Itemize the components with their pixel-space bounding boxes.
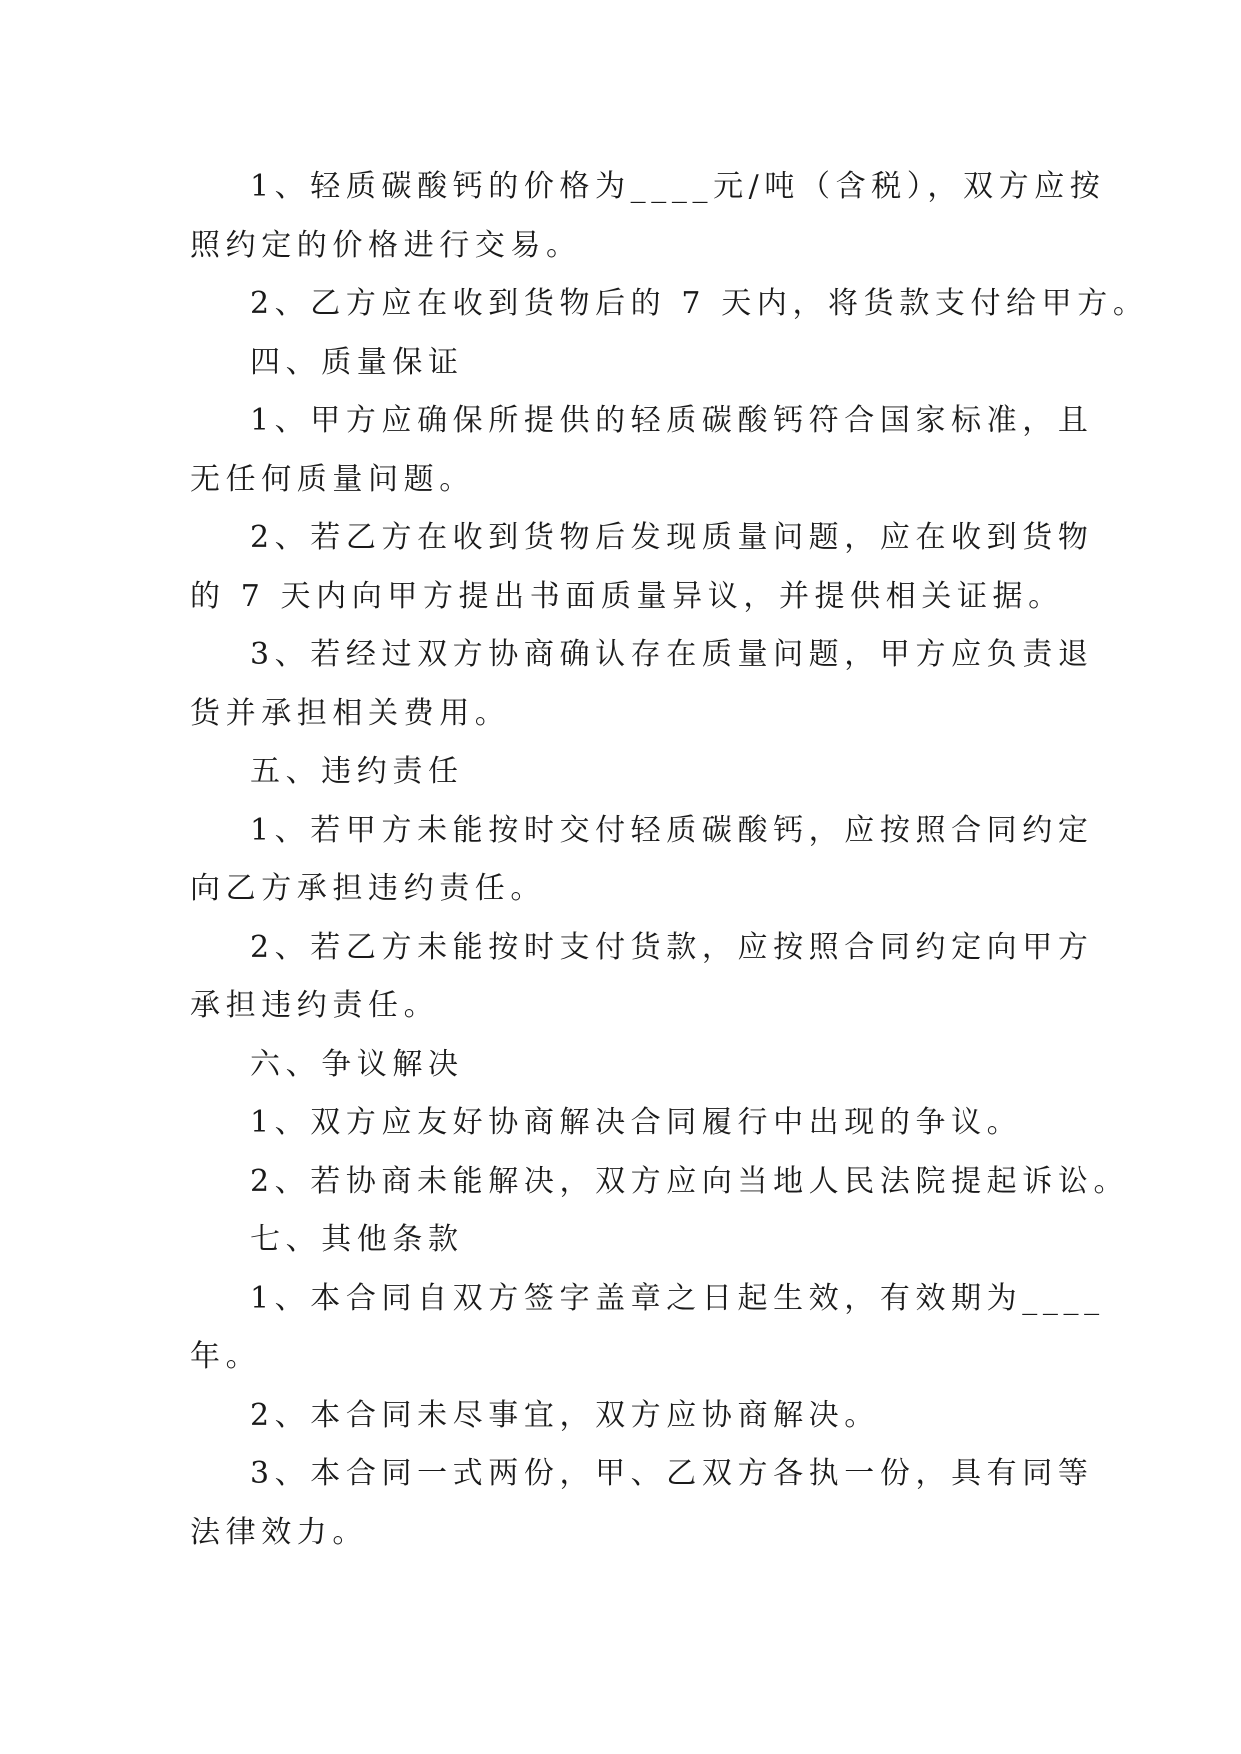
section-heading: 五、违约责任 bbox=[250, 754, 464, 789]
text-line: 年。 bbox=[190, 1339, 262, 1374]
text-line: 向乙方承担违约责任。 bbox=[190, 871, 546, 906]
text-line: 3、若经过双方协商确认存在质量问题，甲方应负责退 bbox=[250, 637, 1094, 672]
section-heading: 四、质量保证 bbox=[250, 344, 464, 380]
text-line: 2、若乙方未能按时支付货款，应按照合同约定向甲方 bbox=[250, 929, 1094, 965]
text-line: 照约定的价格进行交易。 bbox=[190, 227, 582, 263]
text-line: 无任何质量问题。 bbox=[190, 461, 475, 497]
text-line: 2、若协商未能解决，双方应向当地人民法院提起诉讼。 bbox=[250, 1163, 1130, 1199]
text-line: 2、若乙方在收到货物后发现质量问题，应在收到货物 bbox=[250, 520, 1094, 555]
text-line: 法律效力。 bbox=[190, 1514, 368, 1550]
text-line: 货并承担相关费用。 bbox=[190, 695, 511, 731]
text-line: 2、本合同未尽事宜，双方应协商解决。 bbox=[250, 1397, 880, 1433]
text-line: 1、轻质碳酸钙的价格为____元/吨（含税），双方应按 bbox=[250, 169, 1106, 204]
text-line: 的 7 天内向甲方提出书面质量异议，并提供相关证据。 bbox=[190, 578, 1064, 614]
text-line: 2、乙方应在收到货物后的 7 天内，将货款支付给甲方。 bbox=[250, 286, 1149, 321]
section-heading: 六、争议解决 bbox=[250, 1046, 464, 1082]
section-heading: 七、其他条款 bbox=[250, 1222, 464, 1257]
text-line: 承担违约责任。 bbox=[190, 988, 440, 1023]
text-line: 1、甲方应确保所提供的轻质碳酸钙符合国家标准，且 bbox=[250, 403, 1094, 438]
text-line: 1、双方应友好协商解决合同履行中出现的争议。 bbox=[250, 1105, 1023, 1140]
document-body bbox=[190, 158, 1149, 1562]
text-line: 1、本合同自双方签字盖章之日起生效，有效期为____ bbox=[250, 1280, 1105, 1316]
text-line: 3、本合同一式两份，甲、乙双方各执一份，具有同等 bbox=[250, 1456, 1094, 1491]
text-line: 1、若甲方未能按时交付轻质碳酸钙，应按照合同约定 bbox=[250, 812, 1094, 848]
